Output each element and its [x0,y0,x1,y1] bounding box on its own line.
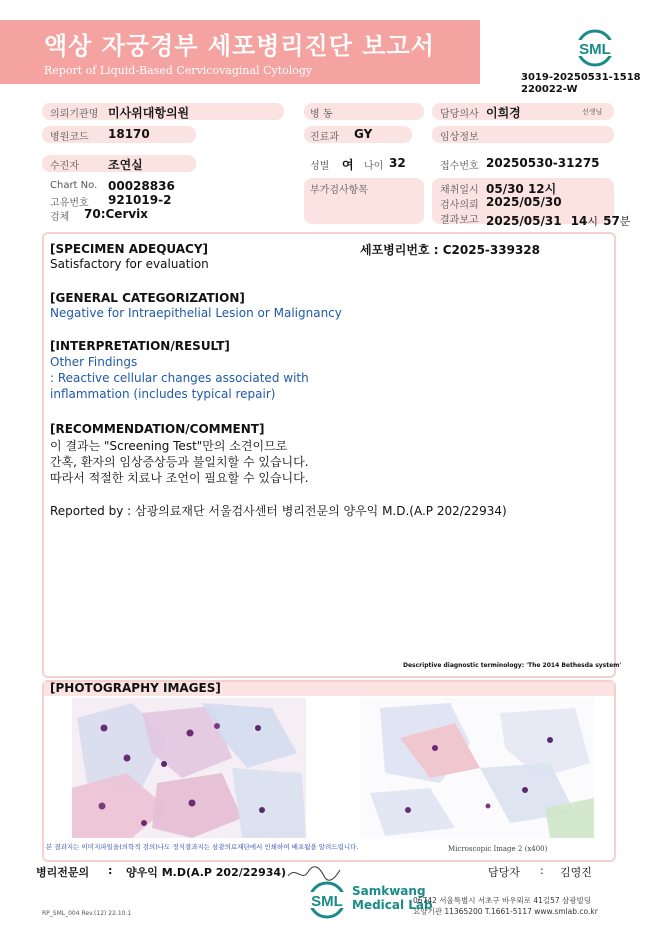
ward-label: 병 동 [310,109,333,120]
interpretation-line3: inflammation (includes typical repair) [50,387,276,401]
specimen-value: 70:Cervix [84,207,149,221]
receipt-label: 접수번호 [440,161,479,172]
general-text: Negative for Intraepithelial Lesion or Malignancy [50,306,342,320]
institution-value: 미사위대항의원 [108,106,190,120]
result-hour-unit: 시 [587,215,598,228]
general-heading: [GENERAL CATEGORIZATION] [50,291,245,305]
result-label: 결과보고 [440,215,479,226]
manager-label: 담당자 [488,866,520,879]
institution-label: 의뢰기관명 [50,109,99,120]
microscopic-image-1 [72,698,306,838]
result-hour: 14 [570,214,588,228]
company-biz-no: 요양기관 11365200 T.1661-5117 www.smlab.co.kr [413,907,598,916]
unique-value: 921019-2 [108,193,172,207]
manager-colon: : [540,864,544,877]
svg-text:SML: SML [579,41,611,58]
terminology-note: Descriptive diagnostic terminology: 'The 2014 Bethesda system' [403,662,622,669]
doctor-suffix: 선생님 [582,108,603,116]
receipt-value: 20250530-31275 [486,156,600,170]
svg-text:SML: SML [311,893,343,910]
hospital-code-label: 병원코드 [50,132,89,143]
company-name-line1: Samkwang [352,884,426,898]
cytology-number-value: C2025-339328 [442,243,541,257]
interpretation-line1: Other Findings [50,355,138,369]
adequacy-text: Satisfactory for evaluation [50,257,209,271]
result-min-unit: 분 [619,215,631,228]
image-notice: 본 결과지는 이미지파일을(의학적 검의)나도 정식결과지는 삼광의료재단에서 인쇄하여 배포됨을 알려드립니다. [46,843,359,851]
report-subtitle: Report of Liquid-Based Cervicovaginal Cytology [44,64,313,77]
manager-value: 김영진 [560,866,592,879]
sex-label: 성별 [310,161,330,172]
result-min: 57 [603,214,620,228]
microscopic-image-2 [360,698,594,838]
report-number-line1: 3019-20250531-1518 [521,72,641,83]
collect-label: 채취일시 [440,185,479,196]
unique-label: 고유번호 [50,198,89,209]
patient-label: 수진자 [50,161,79,172]
result-date: 2025/05/31 [486,214,562,228]
patient-value: 조연실 [108,158,143,172]
adequacy-heading: [SPECIMEN ADEQUACY] [50,242,209,256]
sml-logo-icon [575,28,615,68]
clinical-label: 임상정보 [440,132,479,143]
extra-test-label: 부가검사항목 [310,185,368,196]
chart-label: Chart No. [50,180,98,191]
interpretation-line2: : Reactive cellular changes associated with [50,371,309,385]
age-label: 나이 [364,161,384,172]
cytology-number-label: 세포병리번호 : [360,243,439,257]
sex-value: 여 [342,158,354,172]
doctor-value: 이희경 [486,106,521,120]
pathologist-label: 병리전문의 [36,866,90,879]
recommendation-line1: 이 결과는 "Screening Test"만의 소견이므로 [50,439,288,453]
recommendation-line2: 간혹, 환자의 임상증상등과 불일치할 수 있습니다. [50,455,309,469]
pathologist-value: 양우익 M.D(A.P 202/22934) [126,866,287,879]
request-value: 2025/05/30 [486,195,562,209]
dept-label: 진료과 [310,132,339,143]
recommendation-line3: 따라서 적절한 치료나 조언이 필요할 수 있습니다. [50,471,309,485]
chart-value: 00028836 [108,179,175,193]
doctor-label: 담당의사 [440,109,479,120]
report-number-line2: 220022-W [521,84,578,95]
report-number [521,72,641,96]
cytology-number [360,241,540,258]
company-address: 06742 서울특별시 서초구 바우뫼로 41길57 삼광빌딩 [413,896,592,905]
specimen-label: 검체 [50,212,70,223]
collect-value: 05/30 12시 [486,182,557,196]
interpretation-heading: [INTERPRETATION/RESULT] [50,339,230,353]
photo-heading: [PHOTOGRAPHY IMAGES] [50,681,221,695]
pathologist-colon: : [108,864,113,877]
form-code: RP_SML_004 Rev.(12) 22.10.1 [42,910,132,917]
request-label: 검사의뢰 [440,200,479,211]
reported-by: Reported by : 삼광의료재단 서울검사센터 병리전문의 양우익 M.D.(A.P 202/22934) [50,504,507,518]
company-name-line2: Medical Lab [352,898,433,912]
result-datetime [486,210,630,229]
hospital-code-value: 18170 [108,127,150,141]
age-value: 32 [389,156,406,170]
company-logo-icon [304,880,350,920]
recommendation-heading: [RECOMMENDATION/COMMENT] [50,422,265,436]
image2-caption: Microscopic Image 2 (x400) [448,845,548,853]
report-title: 액상 자궁경부 세포병리진단 보고서 [44,32,435,60]
dept-value: GY [354,127,373,141]
